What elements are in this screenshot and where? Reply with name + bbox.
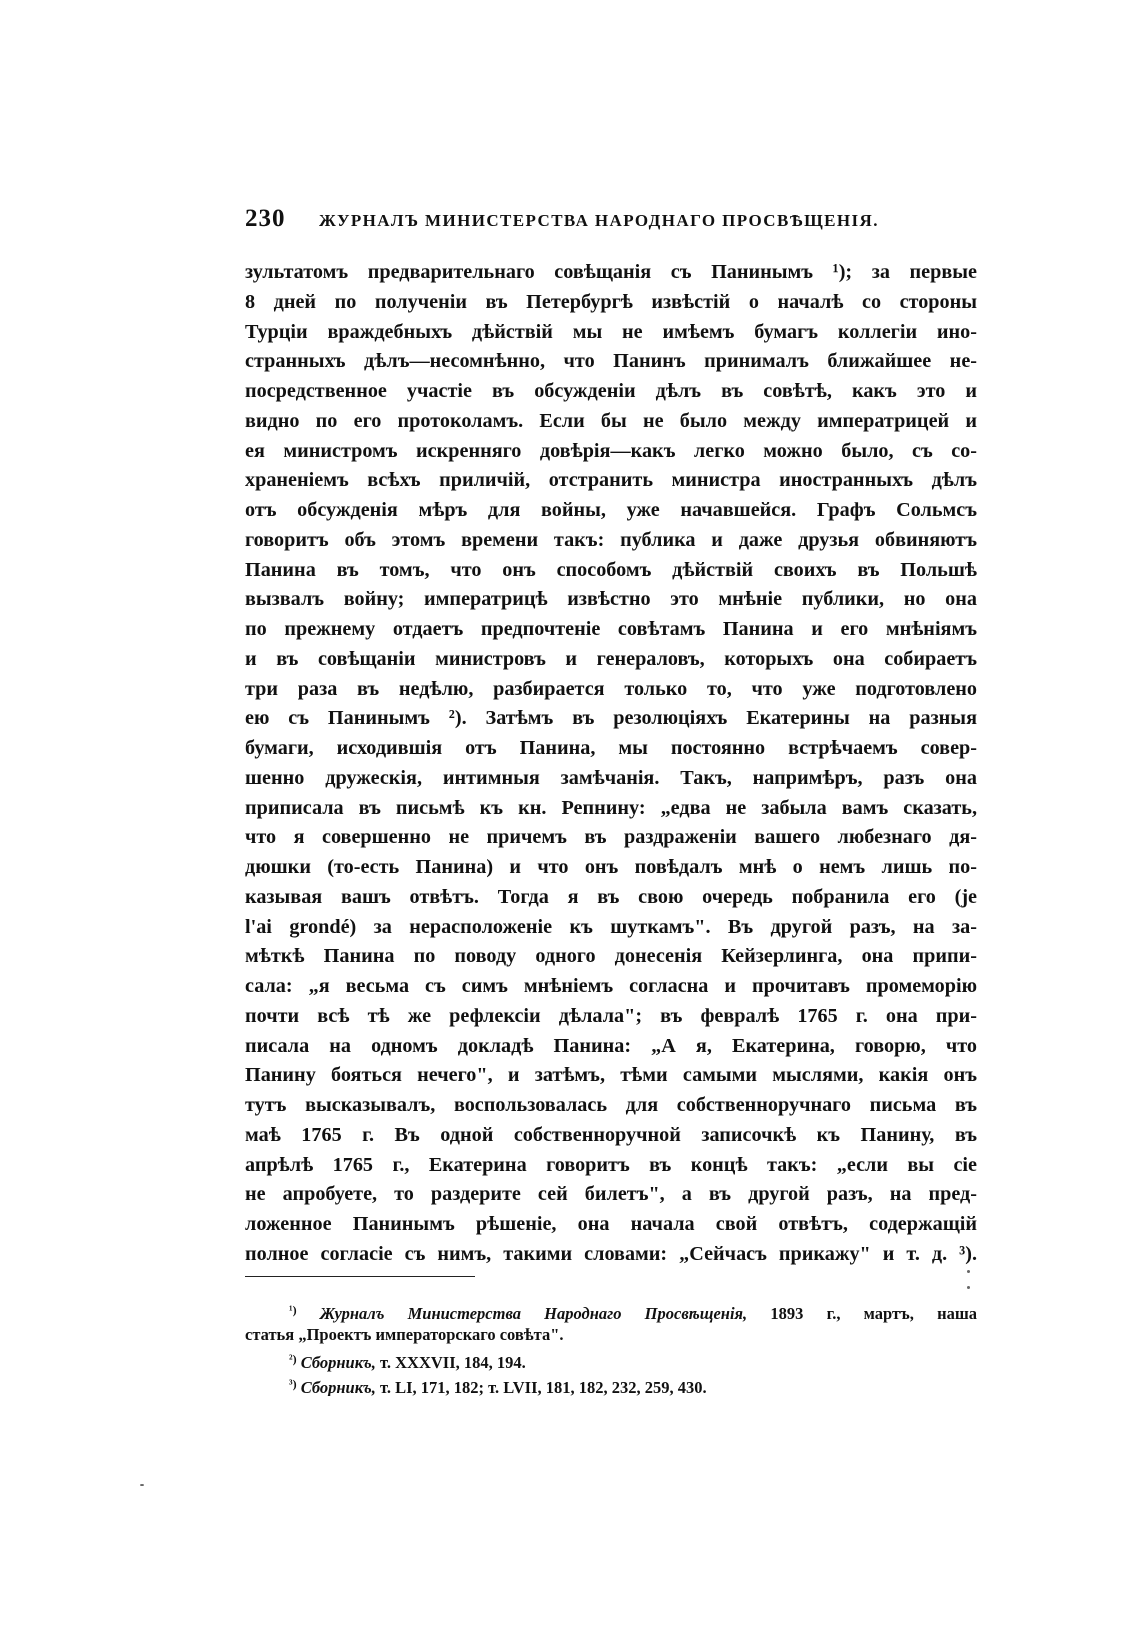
text-line: казывая вашъ отвѣтъ. Тогда я въ свою очередь побранила его (je	[245, 885, 977, 908]
footnote-source: Журналъ Министерства Народнаго Просвѣщенія,	[319, 1304, 748, 1323]
footnote-text: т. XXXVII, 184, 194.	[375, 1353, 526, 1372]
text-line: видно по его протоколамъ. Если бы не было между императрицей и	[245, 409, 977, 432]
text-line: почти всѣ тѣ же рефлексіи дѣлала"; въ февралѣ 1765 г. она при-	[245, 1004, 977, 1027]
text-line: и въ совѣщаніи министровъ и генераловъ, которыхъ она собираетъ	[245, 647, 977, 670]
text-line: приписала въ письмѣ къ кн. Репнину: „едва не забыла вамъ сказать,	[245, 796, 977, 819]
text-line: шенно дружескія, интимныя замѣчанія. Такъ, напримѣръ, разъ она	[245, 766, 977, 789]
body-text	[245, 258, 977, 1270]
text-line: посредственное участіе въ обсужденіи дѣлъ въ совѣтѣ, какъ это и	[245, 380, 977, 402]
text-line: 8 дней по полученіи въ Петербургѣ извѣстій о началѣ со стороны	[245, 290, 977, 313]
text-line: бумаги, исходившія отъ Панина, мы постоянно встрѣчаемъ совер-	[245, 737, 977, 759]
text-line: ея министромъ искренняго довѣрія—какъ легко можно было, съ со-	[245, 439, 977, 462]
footnote-3	[245, 1372, 977, 1397]
text-line: тутъ высказывалъ, воспользовалась для собственноручнаго письма въ	[245, 1094, 977, 1116]
text-line: ею съ Панинымъ ²). Затѣмъ въ резолюціяхъ Екатерины на разныя	[245, 707, 977, 730]
text-line: l'ai grondé) за нерасположеніе къ шуткамъ". Въ другой разъ, на за-	[245, 915, 977, 938]
text-line: апрѣлѣ 1765 г., Екатерина говоритъ въ концѣ такъ: „если вы сіе	[245, 1153, 977, 1176]
text-line: по прежнему отдаетъ предпочтеніе совѣтамъ Панина и его мнѣніямъ	[245, 618, 977, 640]
text-line: ложенное Панинымъ рѣшеніе, она начала свой отвѣтъ, содержащій	[245, 1213, 977, 1235]
text-line: храненіемъ всѣхъ приличій, отстранить министра иностранныхъ дѣлъ	[245, 469, 977, 492]
running-title: ЖУРНАЛЪ МИНИСТЕРСТВА НАРОДНАГО ПРОСВѢЩЕНІЯ.	[319, 211, 879, 230]
footnote-marker: ²)	[289, 1352, 297, 1366]
text-line: странныхъ дѣлъ—несомнѣнно, что Панинъ принималъ ближайшее не-	[245, 350, 977, 373]
text-line: отъ обсужденія мѣръ для войны, уже начавшейся. Графъ Сольмсъ	[245, 499, 977, 521]
footnote-rule	[245, 1276, 475, 1277]
text-line: не апробуете, то раздерите сей билетъ", а въ другой разъ, на пред-	[245, 1183, 977, 1206]
text-line: писала на одномъ докладѣ Панина: „А я, Екатерина, говорю, что	[245, 1034, 977, 1057]
text-line: что я совершенно не причемъ въ раздраженіи вашего любезнаго дя-	[245, 826, 977, 849]
page-header	[245, 205, 977, 239]
text-line: маѣ 1765 г. Въ одной собственноручной записочкѣ къ Панину, въ	[245, 1123, 977, 1146]
text-line: Панина въ томъ, что онъ способомъ дѣйствій своихъ въ Польшѣ	[245, 558, 977, 581]
page-number: 230	[245, 205, 286, 232]
footnote-source: Сборникъ,	[300, 1377, 376, 1396]
text-line: Турціи враждебныхъ дѣйствій мы не имѣемъ бумагъ коллегіи ино-	[245, 320, 977, 343]
scan-speck	[967, 1270, 970, 1273]
footnotes	[245, 1298, 977, 1396]
text-line: сала: „я весьма съ симъ мнѣніемъ согласна и прочитавъ промеморію	[245, 975, 977, 997]
text-line: полное согласіе съ нимъ, такими словами: „Сейчасъ прикажу" и т. д. ³).	[245, 1242, 977, 1265]
footnote-source: Сборникъ,	[300, 1353, 376, 1372]
text-line: вызвалъ войну; императрицѣ извѣстно это мнѣніе публики, но она	[245, 588, 977, 611]
text-line: говоритъ объ этомъ времени такъ: публика и даже друзья обвиняютъ	[245, 528, 977, 551]
text-line: мѣткѣ Панина по поводу одного донесенія Кейзерлинга, она припи-	[245, 945, 977, 968]
footnote-1-continuation: статья „Проектъ императорскаго совѣта".	[245, 1324, 564, 1344]
footnote-text: т. LI, 171, 182; т. LVII, 181, 182, 232, 259, 430.	[375, 1377, 707, 1396]
text-line: три раза въ недѣлю, разбирается только то, что уже подготовлено	[245, 677, 977, 700]
footnote-1	[245, 1298, 977, 1323]
scan-speck	[967, 1286, 970, 1289]
text-line: дюшки (то-есть Панина) и что онъ повѣдалъ мнѣ о немъ лишь по-	[245, 856, 977, 878]
text-line: зультатомъ предварительнаго совѣщанія съ Панинымъ ¹); за первые	[245, 261, 977, 283]
footnote-text: 1893 г., мартъ, наша	[747, 1304, 977, 1323]
footnote-marker: ¹)	[289, 1303, 297, 1317]
book-page	[245, 0, 977, 1628]
text-line: Панину бояться нечего", и затѣмъ, тѣми самыми мыслями, какія онъ	[245, 1064, 977, 1087]
footnote-2	[245, 1347, 977, 1372]
scan-speck	[140, 1484, 144, 1486]
footnote-marker: ³)	[289, 1376, 297, 1391]
